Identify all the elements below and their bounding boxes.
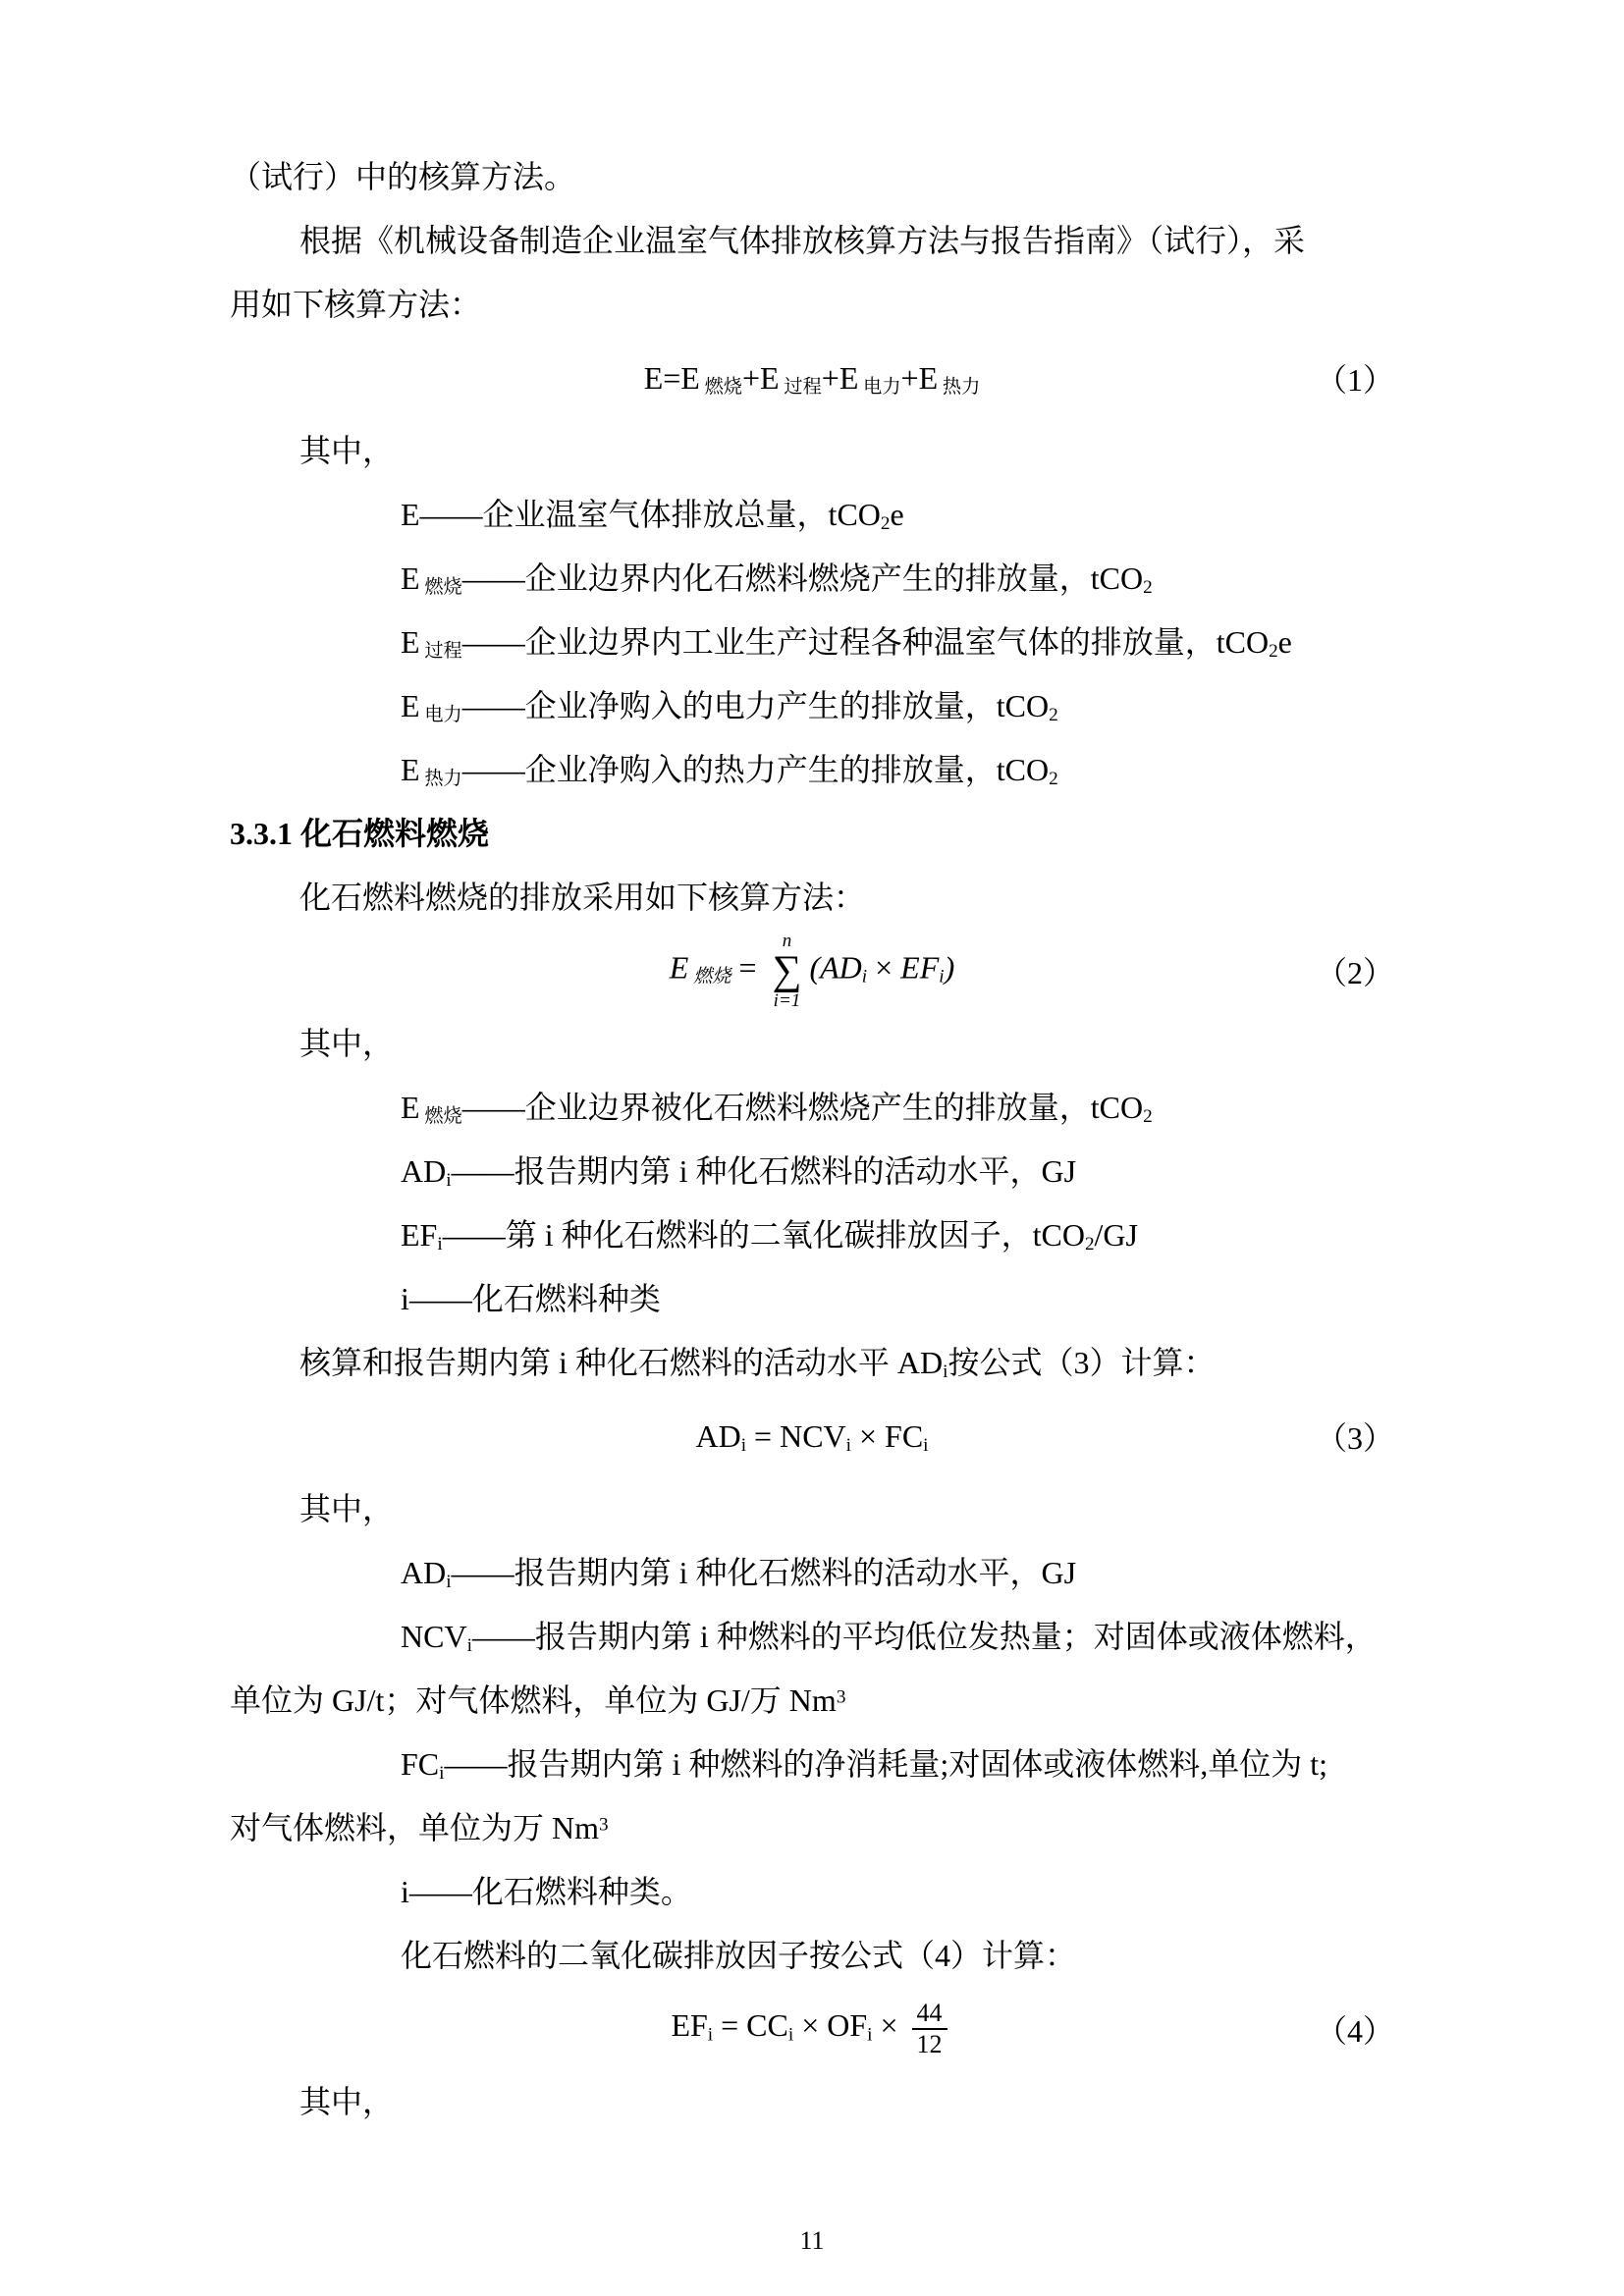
paragraph-line	[230, 866, 1394, 930]
text-run: 电力	[419, 705, 462, 726]
text-run: i	[787, 2024, 794, 2046]
text-run: )	[944, 949, 955, 986]
text-run: 燃烧	[419, 577, 462, 599]
text-run: 2	[1084, 1234, 1095, 1255]
text-run: 单位为 GJ/t；对气体燃料，单位为 GJ/万 Nm	[230, 1682, 837, 1718]
text-run: e	[890, 497, 904, 532]
text-run: 3.3.1 化石燃料燃烧	[230, 816, 490, 851]
line-text	[671, 1999, 952, 2059]
paragraph-line	[230, 1140, 1394, 1203]
paragraph-line	[230, 1541, 1394, 1605]
paragraph-line	[230, 483, 1394, 547]
text-run: 3	[599, 1814, 609, 1836]
line-text	[299, 223, 1305, 258]
text-run: E	[401, 688, 420, 723]
line-text	[299, 1345, 1216, 1383]
text-run: 其中，	[299, 1026, 395, 1061]
text-run: EF	[900, 949, 940, 986]
line-text	[670, 932, 955, 1010]
line-text	[401, 1153, 1077, 1192]
text-run: AD	[695, 1417, 741, 1454]
text-run: ——报告期内第 i 种化石燃料的活动水平，GJ	[451, 1555, 1077, 1590]
formula-number: （4）	[1315, 2013, 1394, 2049]
text-run: = CC	[713, 2007, 788, 2044]
text-run: （试行）中的核算方法。	[230, 159, 576, 194]
text-run: 其中，	[299, 433, 395, 468]
text-run: AD	[401, 1555, 447, 1590]
formula-line	[230, 1988, 1394, 2070]
sigma-operator: n ∑ i=1	[772, 931, 802, 1011]
formula-line	[230, 930, 1394, 1012]
paragraph-line	[230, 1605, 1394, 1669]
text-run: × OF	[793, 2007, 868, 2044]
line-text	[644, 360, 981, 397]
text-run: 过程	[419, 641, 462, 663]
text-run: +E	[821, 359, 859, 396]
text-run: 其中，	[299, 2084, 395, 2119]
line-text	[401, 1746, 1328, 1785]
text-run: 电力	[858, 376, 901, 398]
line-text	[401, 561, 1153, 599]
paragraph-line	[230, 1477, 1394, 1541]
line-text	[695, 1418, 928, 1455]
line-text	[401, 1090, 1153, 1128]
text-run: i	[867, 2024, 873, 2046]
text-run: EF	[671, 2007, 708, 2044]
paragraph-line	[230, 611, 1394, 674]
text-run: 化石燃料燃烧的排放采用如下核算方法：	[299, 880, 866, 915]
document-body	[230, 145, 1394, 2134]
text-run: AD	[820, 949, 862, 986]
paragraph-line	[230, 1860, 1394, 1924]
text-run: FC	[401, 1746, 440, 1782]
text-run: i	[446, 1170, 452, 1192]
text-run: ——报告期内第 i 种燃料的净消耗量;对固体或液体燃料,单位为 t;	[444, 1746, 1328, 1782]
paragraph-line	[230, 419, 1394, 483]
text-run: 热力	[938, 376, 981, 398]
text-run: 2	[1143, 577, 1153, 599]
line-text	[299, 1026, 394, 1061]
text-run: 3	[836, 1686, 846, 1708]
text-run: i	[845, 1434, 851, 1456]
formula-line	[230, 1395, 1394, 1477]
text-run: 2	[880, 513, 891, 535]
text-run: i	[437, 1234, 443, 1255]
paragraph-line	[230, 547, 1394, 611]
formula-number: （2）	[1315, 955, 1394, 990]
text-run: 热力	[419, 769, 462, 790]
text-run: E	[401, 624, 420, 660]
text-run: e	[1277, 624, 1292, 660]
text-run: i	[943, 1362, 948, 1383]
text-run: +E	[900, 359, 939, 396]
paragraph-line	[230, 145, 1394, 209]
line-text	[230, 1810, 609, 1845]
page-number: 11	[799, 2226, 825, 2255]
text-run: E	[401, 561, 420, 596]
text-run: i	[707, 2024, 714, 2046]
text-run: ×	[867, 949, 901, 986]
text-run: i——化石燃料种类	[401, 1281, 661, 1316]
text-run: 核算和报告期内第 i 种化石燃料的活动水平 AD	[299, 1345, 944, 1380]
formula-number: （3）	[1315, 1420, 1394, 1456]
text-run: E	[401, 1090, 420, 1125]
paragraph-line	[230, 1924, 1394, 1988]
text-run: ——企业边界内化石燃料燃烧产生的排放量，tCO	[461, 561, 1144, 596]
text-run: ——报告期内第 i 种燃料的平均低位发热量；对固体或液体燃料，	[471, 1619, 1377, 1654]
section-heading	[230, 802, 1394, 866]
text-run: ——第 i 种化石燃料的二氧化碳排放因子，tCO	[442, 1217, 1085, 1253]
text-run: E——企业温室气体排放总量，tCO	[401, 497, 881, 532]
text-run: i	[740, 1434, 747, 1456]
text-run: = NCV	[746, 1417, 846, 1454]
text-run: ——企业净购入的热力产生的排放量，tCO	[461, 752, 1050, 787]
text-run: 根据《机械设备制造企业温室气体排放核算方法与报告指南》（试行），采	[299, 223, 1306, 258]
fraction: $\frac{44}{12}$	[912, 1999, 947, 2059]
text-run: i	[923, 1434, 929, 1456]
paragraph-line	[230, 273, 1394, 337]
line-text	[401, 624, 1292, 663]
paragraph-line	[230, 1331, 1394, 1395]
line-text	[230, 1682, 845, 1718]
formula-line	[230, 337, 1394, 419]
line-text	[401, 1874, 692, 1909]
text-run: 2	[1049, 705, 1058, 726]
text-run: i——化石燃料种类。	[401, 1874, 692, 1909]
paragraph-line	[230, 1076, 1394, 1140]
text-run: +E	[742, 359, 780, 396]
paragraph-line	[230, 674, 1394, 738]
text-run: ——企业净购入的电力产生的排放量，tCO	[461, 688, 1050, 723]
paragraph-line	[230, 1669, 1394, 1733]
paragraph-line	[230, 738, 1394, 802]
text-run: i	[466, 1635, 472, 1657]
line-text	[299, 433, 394, 468]
text-run: ——企业边界被化石燃料燃烧产生的排放量，tCO	[461, 1090, 1144, 1125]
line-text	[299, 2084, 394, 2119]
paragraph-line	[230, 1203, 1394, 1267]
paragraph-line	[230, 1796, 1394, 1860]
line-text	[401, 1281, 661, 1316]
text-run: ——报告期内第 i 种化石燃料的活动水平，GJ	[451, 1153, 1077, 1189]
text-run: NCV	[401, 1619, 467, 1654]
text-run: E	[401, 752, 420, 787]
text-run: AD	[401, 1153, 447, 1189]
line-text	[299, 880, 865, 915]
text-run: 燃烧	[699, 376, 742, 398]
text-run: ×	[872, 2007, 906, 2044]
text-run: 过程	[779, 376, 822, 398]
paragraph-line	[230, 209, 1394, 273]
text-run: i	[439, 1763, 445, 1785]
paragraph-line	[230, 1267, 1394, 1331]
line-text	[401, 688, 1058, 726]
line-text	[401, 1217, 1138, 1253]
text-run: (	[809, 949, 821, 986]
line-text	[299, 1491, 394, 1526]
text-run: i	[861, 966, 868, 988]
text-run: 化石燃料的二氧化碳排放因子按公式（4）计算：	[401, 1938, 1077, 1973]
line-text	[230, 159, 575, 194]
text-run: ——企业边界内工业生产过程各种温室气体的排放量，tCO	[461, 624, 1270, 660]
line-text	[401, 1938, 1076, 1973]
text-run: 2	[1269, 641, 1278, 663]
text-run: E=E	[643, 359, 700, 396]
line-text	[401, 497, 904, 535]
paragraph-line	[230, 1012, 1394, 1076]
text-run: 燃烧	[688, 966, 731, 988]
line-text	[230, 287, 481, 322]
paragraph-line	[230, 2070, 1394, 2134]
text-run: EF	[401, 1217, 438, 1253]
paragraph-line	[230, 1733, 1394, 1796]
text-run: =	[731, 949, 765, 986]
text-run: 按公式（3）计算：	[947, 1345, 1216, 1380]
line-text	[230, 816, 489, 851]
text-run: × FC	[850, 1417, 924, 1454]
text-run: 对气体燃料，单位为万 Nm	[230, 1810, 600, 1845]
text-run: i	[446, 1572, 452, 1593]
text-run: 用如下核算方法：	[230, 287, 482, 322]
line-text	[401, 752, 1058, 790]
text-run: 2	[1049, 769, 1058, 790]
text-run: E	[669, 949, 689, 986]
text-run: 燃烧	[419, 1106, 462, 1128]
text-run: 2	[1143, 1106, 1153, 1128]
text-run: i	[939, 966, 945, 988]
line-text	[401, 1555, 1077, 1593]
formula-number: （1）	[1315, 362, 1394, 398]
text-run: 其中，	[299, 1491, 395, 1526]
line-text	[401, 1619, 1377, 1657]
text-run: /GJ	[1094, 1217, 1138, 1253]
